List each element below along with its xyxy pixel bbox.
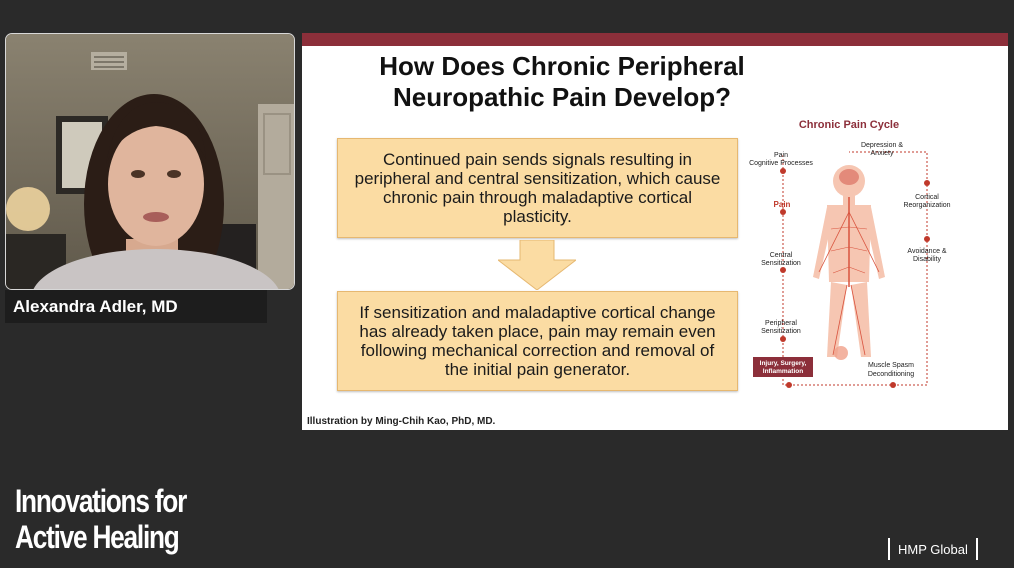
node-injury — [786, 382, 792, 388]
label-cortical-1: Cortical — [915, 194, 939, 201]
speaker-video — [5, 33, 295, 290]
label-cortical-2: Reorganization — [903, 202, 951, 209]
logo-divider-right — [976, 538, 978, 560]
cycle-title: Chronic Pain Cycle — [798, 119, 900, 131]
label-peripheral-1: Peripheral — [765, 320, 797, 327]
event-logo-line2: Active Healing — [15, 519, 179, 555]
label-depression-1: Depression & — [860, 142, 904, 149]
maladaptive-text-box: If sensitization and maladaptive cortical change has already taken place, pain may remain even following mechanical correction and removal of the initial pain generator. — [337, 291, 738, 391]
label-injury-2: Inflammation — [762, 368, 804, 375]
sensitization-text-box: Continued pain sends signals resulting in peripheral and central sensitization, which cause chronic pain through maladaptive cortical plasticity. — [337, 138, 738, 238]
event-logo-line1: Innovations for — [15, 483, 187, 519]
label-pain-cog-2: Cognitive Processes — [749, 160, 813, 167]
nervous-system-figure — [813, 165, 885, 360]
label-depression-2: Anxiety — [870, 150, 894, 157]
slide-accent-bar — [302, 33, 1008, 46]
label-avoidance-2: Disability — [912, 256, 942, 263]
node-pain — [780, 209, 786, 215]
hmp-global-logo — [888, 537, 978, 561]
speaker-name-label: Alexandra Adler, MD — [5, 290, 267, 323]
hmp-global-text: HMP Global — [898, 541, 968, 557]
event-logo — [15, 483, 186, 555]
slide-title-line2: Neuropathic Pain Develop? — [392, 82, 732, 112]
node-central — [780, 267, 786, 273]
label-peripheral-2: Sensitization — [761, 328, 801, 335]
node-pain-cognitive — [780, 168, 786, 174]
node-cortical — [924, 180, 930, 186]
label-central-2: Sensitization — [761, 260, 801, 267]
node-peripheral — [780, 336, 786, 342]
illustration-credit: Illustration by Ming-Chih Kao, PhD, MD. — [307, 416, 496, 427]
chronic-pain-cycle-diagram — [747, 117, 967, 397]
label-spasm-1: Muscle Spasm — [868, 362, 914, 369]
label-spasm-2: Deconditioning — [867, 371, 915, 378]
label-central-1: Central — [769, 252, 793, 259]
node-avoidance — [924, 236, 930, 242]
slide-title — [302, 51, 822, 113]
label-pain: Pain — [773, 200, 791, 209]
label-pain-cog-1: Pain — [773, 152, 789, 159]
label-avoidance-1: Avoidance & — [907, 248, 947, 255]
logo-divider-left — [888, 538, 890, 560]
label-injury-1: Injury, Surgery, — [759, 360, 807, 367]
node-spasm — [890, 382, 896, 388]
slide-title-line1: How Does Chronic Peripheral — [379, 51, 745, 81]
presentation-slide — [302, 33, 1008, 430]
speaker-video-image — [6, 34, 295, 290]
down-arrow-icon — [498, 240, 576, 290]
